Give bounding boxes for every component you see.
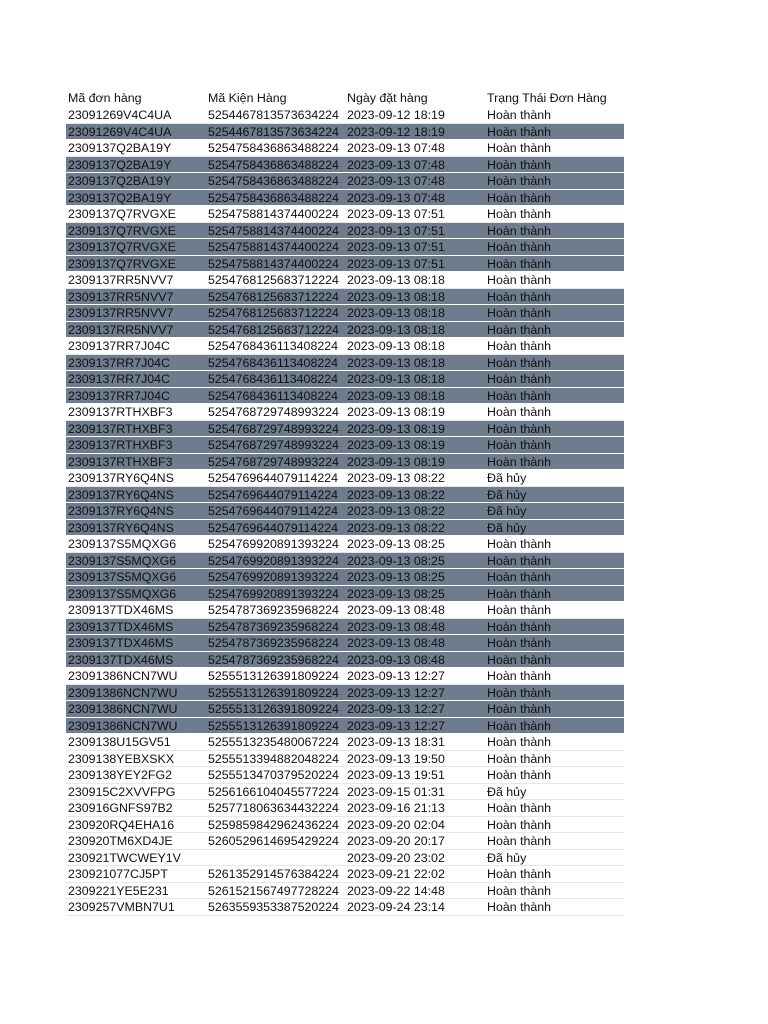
cell-status: Đã hủy <box>487 850 527 865</box>
cell-status: Hoàn thành <box>487 207 552 221</box>
table-body <box>66 107 624 916</box>
cell-order-date: 2023-09-13 08:25 <box>347 586 445 601</box>
cell-order-id: 2309137S5MQXG6 <box>68 553 177 568</box>
cell-status: Hoàn thành <box>487 108 552 122</box>
cell-status: Hoàn thành <box>487 834 552 848</box>
cell-status: Hoàn thành <box>487 306 552 320</box>
cell-order-id: 2309137S5MQXG6 <box>68 586 177 601</box>
cell-order-date: 2023-09-13 08:18 <box>347 306 445 320</box>
cell-package-id: 5254769920891393224 <box>208 553 339 568</box>
table-row <box>66 355 624 372</box>
cell-status: Hoàn thành <box>487 240 552 254</box>
cell-status: Hoàn thành <box>487 603 552 617</box>
cell-order-date: 2023-09-13 08:19 <box>347 454 445 469</box>
cell-order-id: 2309137Q2BA19Y <box>68 174 172 188</box>
cell-order-id: 23091386NCN7WU <box>68 669 178 683</box>
table-row <box>66 223 624 240</box>
cell-status: Hoàn thành <box>487 669 552 683</box>
cell-order-date: 2023-09-13 08:25 <box>347 537 445 551</box>
cell-order-date: 2023-09-13 08:18 <box>347 388 445 403</box>
table-row <box>66 487 624 504</box>
cell-order-date: 2023-09-13 12:27 <box>347 718 445 733</box>
table-row <box>66 107 624 124</box>
cell-status: Hoàn thành <box>487 322 552 337</box>
table-row <box>66 800 624 817</box>
cell-package-id: 5255513470379520224 <box>208 768 339 782</box>
cell-order-id: 2309137RR7J04C <box>68 388 170 403</box>
cell-order-id: 2309137RTHXBF3 <box>68 405 173 419</box>
cell-status: Hoàn thành <box>487 405 552 419</box>
cell-order-id: 2309137RY6Q4NS <box>68 504 174 518</box>
table-row <box>66 322 624 339</box>
cell-order-date: 2023-09-13 08:25 <box>347 570 445 584</box>
table-row <box>66 817 624 834</box>
cell-order-id: 2309137S5MQXG6 <box>68 537 177 551</box>
header-order-date: Ngày đặt hàng <box>347 91 428 105</box>
cell-package-id: 5261352914576384224 <box>208 867 339 881</box>
cell-status: Hoàn thành <box>487 685 552 700</box>
cell-order-date: 2023-09-13 08:48 <box>347 636 445 650</box>
cell-status: Hoàn thành <box>487 141 552 155</box>
cell-order-id: 2309137RTHXBF3 <box>68 454 173 469</box>
cell-order-date: 2023-09-13 12:27 <box>347 702 445 716</box>
cell-status: Hoàn thành <box>487 751 552 766</box>
cell-status: Hoàn thành <box>487 537 552 551</box>
cell-order-date: 2023-09-13 08:48 <box>347 619 445 634</box>
cell-status: Hoàn thành <box>487 289 552 304</box>
cell-package-id: 5255513126391809224 <box>208 669 339 683</box>
cell-order-id: 2309138YEBXSKX <box>68 751 175 766</box>
cell-order-date: 2023-09-13 08:48 <box>347 652 445 667</box>
cell-order-id: 2309137Q7RVGXE <box>68 207 176 221</box>
cell-order-id: 2309137Q7RVGXE <box>68 256 176 271</box>
cell-order-id: 2309137S5MQXG6 <box>68 570 177 584</box>
table-row <box>66 751 624 768</box>
cell-status: Hoàn thành <box>487 735 552 749</box>
cell-order-date: 2023-09-13 08:22 <box>347 504 445 518</box>
cell-order-id: 2309137Q2BA19Y <box>68 157 172 172</box>
table-row <box>66 784 624 801</box>
cell-order-date: 2023-09-22 14:48 <box>347 883 445 898</box>
cell-package-id: 5255513126391809224 <box>208 718 339 733</box>
cell-order-id: 2309137TDX46MS <box>68 636 174 650</box>
cell-status: Đã hủy <box>487 784 527 799</box>
cell-order-id: 2309137RY6Q4NS <box>68 520 174 535</box>
cell-order-date: 2023-09-12 18:19 <box>347 124 445 139</box>
cell-order-date: 2023-09-13 08:22 <box>347 520 445 535</box>
cell-order-id: 2309137RR7J04C <box>68 372 170 386</box>
cell-status: Đã hủy <box>487 520 527 535</box>
cell-package-id: 5254467813573634224 <box>208 108 339 122</box>
cell-status: Đã hủy <box>487 471 527 485</box>
table-row <box>66 503 624 520</box>
cell-status: Hoàn thành <box>487 652 552 667</box>
cell-order-id: 2309137RR5NVV7 <box>68 289 174 304</box>
table-row <box>66 899 624 916</box>
cell-status: Hoàn thành <box>487 867 552 881</box>
cell-status: Hoàn thành <box>487 273 552 287</box>
cell-package-id: 5263559353387520224 <box>208 900 339 914</box>
table-header <box>66 90 624 107</box>
cell-order-id: 2309221YE5E231 <box>68 883 169 898</box>
table-row <box>66 619 624 636</box>
cell-order-id: 2309137RR7J04C <box>68 355 170 370</box>
table-row <box>66 635 624 652</box>
cell-order-date: 2023-09-20 23:02 <box>347 850 445 865</box>
cell-package-id: 5254768125683712224 <box>208 322 339 337</box>
table-row <box>66 272 624 289</box>
table-row <box>66 338 624 355</box>
cell-order-id: 230915C2XVVFPG <box>68 784 176 799</box>
cell-status: Đã hủy <box>487 504 527 518</box>
cell-package-id: 5255513394882048224 <box>208 751 339 766</box>
cell-order-date: 2023-09-13 08:22 <box>347 487 445 502</box>
cell-order-date: 2023-09-13 07:48 <box>347 141 445 155</box>
cell-status: Hoàn thành <box>487 190 552 205</box>
table-row <box>66 140 624 157</box>
table-row <box>66 289 624 306</box>
cell-package-id: 5254769644079114224 <box>208 487 339 502</box>
cell-package-id: 5254769920891393224 <box>208 570 339 584</box>
cell-package-id: 5254758436863488224 <box>208 190 339 205</box>
cell-order-date: 2023-09-13 07:51 <box>347 207 445 221</box>
cell-status: Hoàn thành <box>487 636 552 650</box>
cell-order-id: 2309137RR7J04C <box>68 339 170 353</box>
cell-package-id: 5254787369235968224 <box>208 619 339 634</box>
table-row <box>66 404 624 421</box>
cell-order-id: 2309137Q7RVGXE <box>68 240 176 254</box>
cell-order-id: 2309137RY6Q4NS <box>68 487 174 502</box>
table-row <box>66 371 624 388</box>
cell-order-date: 2023-09-13 08:18 <box>347 355 445 370</box>
cell-status: Hoàn thành <box>487 586 552 601</box>
table-row <box>66 602 624 619</box>
cell-status: Đã hủy <box>487 487 527 502</box>
table-row <box>66 388 624 405</box>
cell-order-date: 2023-09-13 08:22 <box>347 471 445 485</box>
cell-order-id: 23091269V4C4UA <box>68 108 172 122</box>
cell-package-id: 5259859842962436224 <box>208 817 339 832</box>
cell-order-date: 2023-09-13 12:27 <box>347 669 445 683</box>
cell-order-id: 230921077CJ5PT <box>68 867 168 881</box>
table-row <box>66 883 624 900</box>
cell-order-id: 23091269V4C4UA <box>68 124 172 139</box>
table-row <box>66 256 624 273</box>
cell-order-date: 2023-09-13 07:48 <box>347 190 445 205</box>
cell-order-date: 2023-09-13 08:19 <box>347 405 445 419</box>
cell-package-id: 5261521567497728224 <box>208 883 339 898</box>
cell-order-id: 2309137RR5NVV7 <box>68 273 174 287</box>
cell-package-id: 5254769920891393224 <box>208 586 339 601</box>
cell-status: Hoàn thành <box>487 553 552 568</box>
cell-package-id: 5254768125683712224 <box>208 273 339 287</box>
cell-package-id <box>206 850 345 866</box>
cell-package-id: 5260529614695429224 <box>208 834 339 848</box>
table-row <box>66 652 624 669</box>
cell-package-id: 5254758436863488224 <box>208 157 339 172</box>
table-row <box>66 520 624 537</box>
cell-status: Hoàn thành <box>487 438 552 452</box>
cell-order-date: 2023-09-15 01:31 <box>347 784 445 799</box>
header-order-status: Trạng Thái Đơn Hàng <box>487 91 607 105</box>
table-row <box>66 157 624 174</box>
table-row <box>66 454 624 471</box>
cell-package-id: 5254758814374400224 <box>208 256 339 271</box>
cell-order-date: 2023-09-20 20:17 <box>347 834 445 848</box>
cell-package-id: 5254768436113408224 <box>208 372 339 386</box>
cell-package-id: 5254768436113408224 <box>208 339 339 353</box>
cell-order-date: 2023-09-13 18:31 <box>347 735 445 749</box>
cell-order-date: 2023-09-13 08:48 <box>347 603 445 617</box>
table-row <box>66 718 624 735</box>
cell-package-id: 5254769644079114224 <box>208 520 339 535</box>
cell-order-id: 230920RQ4EHA16 <box>68 817 175 832</box>
table-row <box>66 586 624 603</box>
cell-order-date: 2023-09-13 08:19 <box>347 438 445 452</box>
cell-order-id: 2309137Q2BA19Y <box>68 190 172 205</box>
cell-order-id: 230920TM6XD4JE <box>68 834 173 848</box>
table-row <box>66 470 624 487</box>
cell-order-id: 2309137TDX46MS <box>68 603 174 617</box>
cell-order-date: 2023-09-20 02:04 <box>347 817 445 832</box>
cell-package-id: 5254768729748993224 <box>208 421 339 436</box>
cell-order-id: 2309138YEY2FG2 <box>68 768 173 782</box>
cell-package-id: 5254758436863488224 <box>208 141 339 155</box>
header-package-id: Mã Kiện Hàng <box>208 91 287 105</box>
cell-order-date: 2023-09-12 18:19 <box>347 108 445 122</box>
cell-order-date: 2023-09-13 19:51 <box>347 768 445 782</box>
table-row <box>66 850 624 867</box>
cell-order-date: 2023-09-13 07:51 <box>347 256 445 271</box>
cell-order-date: 2023-09-13 08:19 <box>347 421 445 436</box>
cell-order-id: 2309137TDX46MS <box>68 652 174 667</box>
cell-order-id: 2309137RTHXBF3 <box>68 421 173 436</box>
cell-order-date: 2023-09-13 07:51 <box>347 240 445 254</box>
cell-status: Hoàn thành <box>487 372 552 386</box>
cell-package-id: 5255513235480067224 <box>208 735 339 749</box>
cell-order-date: 2023-09-13 12:27 <box>347 685 445 700</box>
cell-package-id: 5254787369235968224 <box>208 652 339 667</box>
cell-package-id: 5257718063634432224 <box>208 801 339 815</box>
cell-order-date: 2023-09-13 08:25 <box>347 553 445 568</box>
cell-order-id: 23091386NCN7WU <box>68 685 178 700</box>
cell-package-id: 5255513126391809224 <box>208 702 339 716</box>
cell-package-id: 5254467813573634224 <box>208 124 339 139</box>
cell-package-id: 5254769644079114224 <box>208 471 339 485</box>
cell-order-id: 2309137Q2BA19Y <box>68 141 172 155</box>
cell-status: Hoàn thành <box>487 883 552 898</box>
table-row <box>66 239 624 256</box>
table-row <box>66 124 624 141</box>
cell-order-date: 2023-09-16 21:13 <box>347 801 445 815</box>
cell-order-id: 2309257VMBN7U1 <box>68 900 175 914</box>
cell-status: Hoàn thành <box>487 454 552 469</box>
cell-package-id: 5254768729748993224 <box>208 438 339 452</box>
table-row <box>66 569 624 586</box>
table-row <box>66 437 624 454</box>
cell-status: Hoàn thành <box>487 124 552 139</box>
cell-package-id: 5254758814374400224 <box>208 207 339 221</box>
cell-order-id: 2309137TDX46MS <box>68 619 174 634</box>
cell-order-id: 230916GNFS97B2 <box>68 801 173 815</box>
cell-package-id: 5254768729748993224 <box>208 405 339 419</box>
cell-package-id: 5254768125683712224 <box>208 306 339 320</box>
cell-status: Hoàn thành <box>487 256 552 271</box>
cell-status: Hoàn thành <box>487 339 552 353</box>
cell-status: Hoàn thành <box>487 355 552 370</box>
cell-package-id: 5254758814374400224 <box>208 240 339 254</box>
table-row <box>66 734 624 751</box>
table-row <box>66 536 624 553</box>
cell-order-date: 2023-09-13 08:18 <box>347 339 445 353</box>
cell-order-id: 2309137RR5NVV7 <box>68 306 174 320</box>
cell-status: Hoàn thành <box>487 223 552 238</box>
cell-package-id: 5254768436113408224 <box>208 388 339 403</box>
cell-order-id: 23091386NCN7WU <box>68 702 178 716</box>
cell-status: Hoàn thành <box>487 570 552 584</box>
cell-status: Hoàn thành <box>487 718 552 733</box>
table-row <box>66 173 624 190</box>
cell-package-id: 5254769920891393224 <box>208 537 339 551</box>
cell-status: Hoàn thành <box>487 768 552 782</box>
cell-package-id: 5254768729748993224 <box>208 454 339 469</box>
table-row <box>66 305 624 322</box>
table-row <box>66 190 624 207</box>
cell-status: Hoàn thành <box>487 801 552 815</box>
cell-order-id: 23091386NCN7WU <box>68 718 178 733</box>
cell-order-date: 2023-09-13 07:48 <box>347 174 445 188</box>
cell-status: Hoàn thành <box>487 702 552 716</box>
cell-package-id: 5254758814374400224 <box>208 223 339 238</box>
cell-order-date: 2023-09-13 08:18 <box>347 322 445 337</box>
cell-order-date: 2023-09-13 08:18 <box>347 289 445 304</box>
table-row <box>66 668 624 685</box>
cell-order-date: 2023-09-13 08:18 <box>347 273 445 287</box>
cell-status: Hoàn thành <box>487 174 552 188</box>
cell-order-date: 2023-09-24 23:14 <box>347 900 445 914</box>
cell-order-date: 2023-09-13 19:50 <box>347 751 445 766</box>
cell-order-id: 2309137Q7RVGXE <box>68 223 176 238</box>
cell-package-id: 5254787369235968224 <box>208 603 339 617</box>
cell-status: Hoàn thành <box>487 421 552 436</box>
table-row <box>66 421 624 438</box>
cell-order-id: 2309138U15GV51 <box>68 735 171 749</box>
cell-status: Hoàn thành <box>487 817 552 832</box>
cell-order-id: 2309137RTHXBF3 <box>68 438 173 452</box>
cell-status: Hoàn thành <box>487 157 552 172</box>
table-row <box>66 553 624 570</box>
table-row <box>66 866 624 883</box>
cell-order-date: 2023-09-13 07:51 <box>347 223 445 238</box>
order-table <box>66 90 624 916</box>
cell-status: Hoàn thành <box>487 619 552 634</box>
cell-package-id: 5254758436863488224 <box>208 174 339 188</box>
cell-package-id: 5254769644079114224 <box>208 504 339 518</box>
cell-order-date: 2023-09-13 08:18 <box>347 372 445 386</box>
cell-package-id: 5254768125683712224 <box>208 289 339 304</box>
cell-package-id: 5255513126391809224 <box>208 685 339 700</box>
cell-order-id: 2309137RR5NVV7 <box>68 322 174 337</box>
table-row <box>66 701 624 718</box>
cell-status: Hoàn thành <box>487 900 552 914</box>
table-row <box>66 685 624 702</box>
cell-status: Hoàn thành <box>487 388 552 403</box>
table-row <box>66 833 624 850</box>
cell-package-id: 5256166104045577224 <box>208 784 339 799</box>
cell-order-date: 2023-09-21 22:02 <box>347 867 445 881</box>
cell-order-id: 2309137RY6Q4NS <box>68 471 174 485</box>
table-row <box>66 767 624 784</box>
cell-package-id: 5254768436113408224 <box>208 355 339 370</box>
table-row <box>66 206 624 223</box>
cell-package-id: 5254787369235968224 <box>208 636 339 650</box>
header-order-id: Mã đơn hàng <box>68 91 142 105</box>
cell-order-date: 2023-09-13 07:48 <box>347 157 445 172</box>
cell-order-id: 230921TWCWEY1V <box>68 850 181 865</box>
